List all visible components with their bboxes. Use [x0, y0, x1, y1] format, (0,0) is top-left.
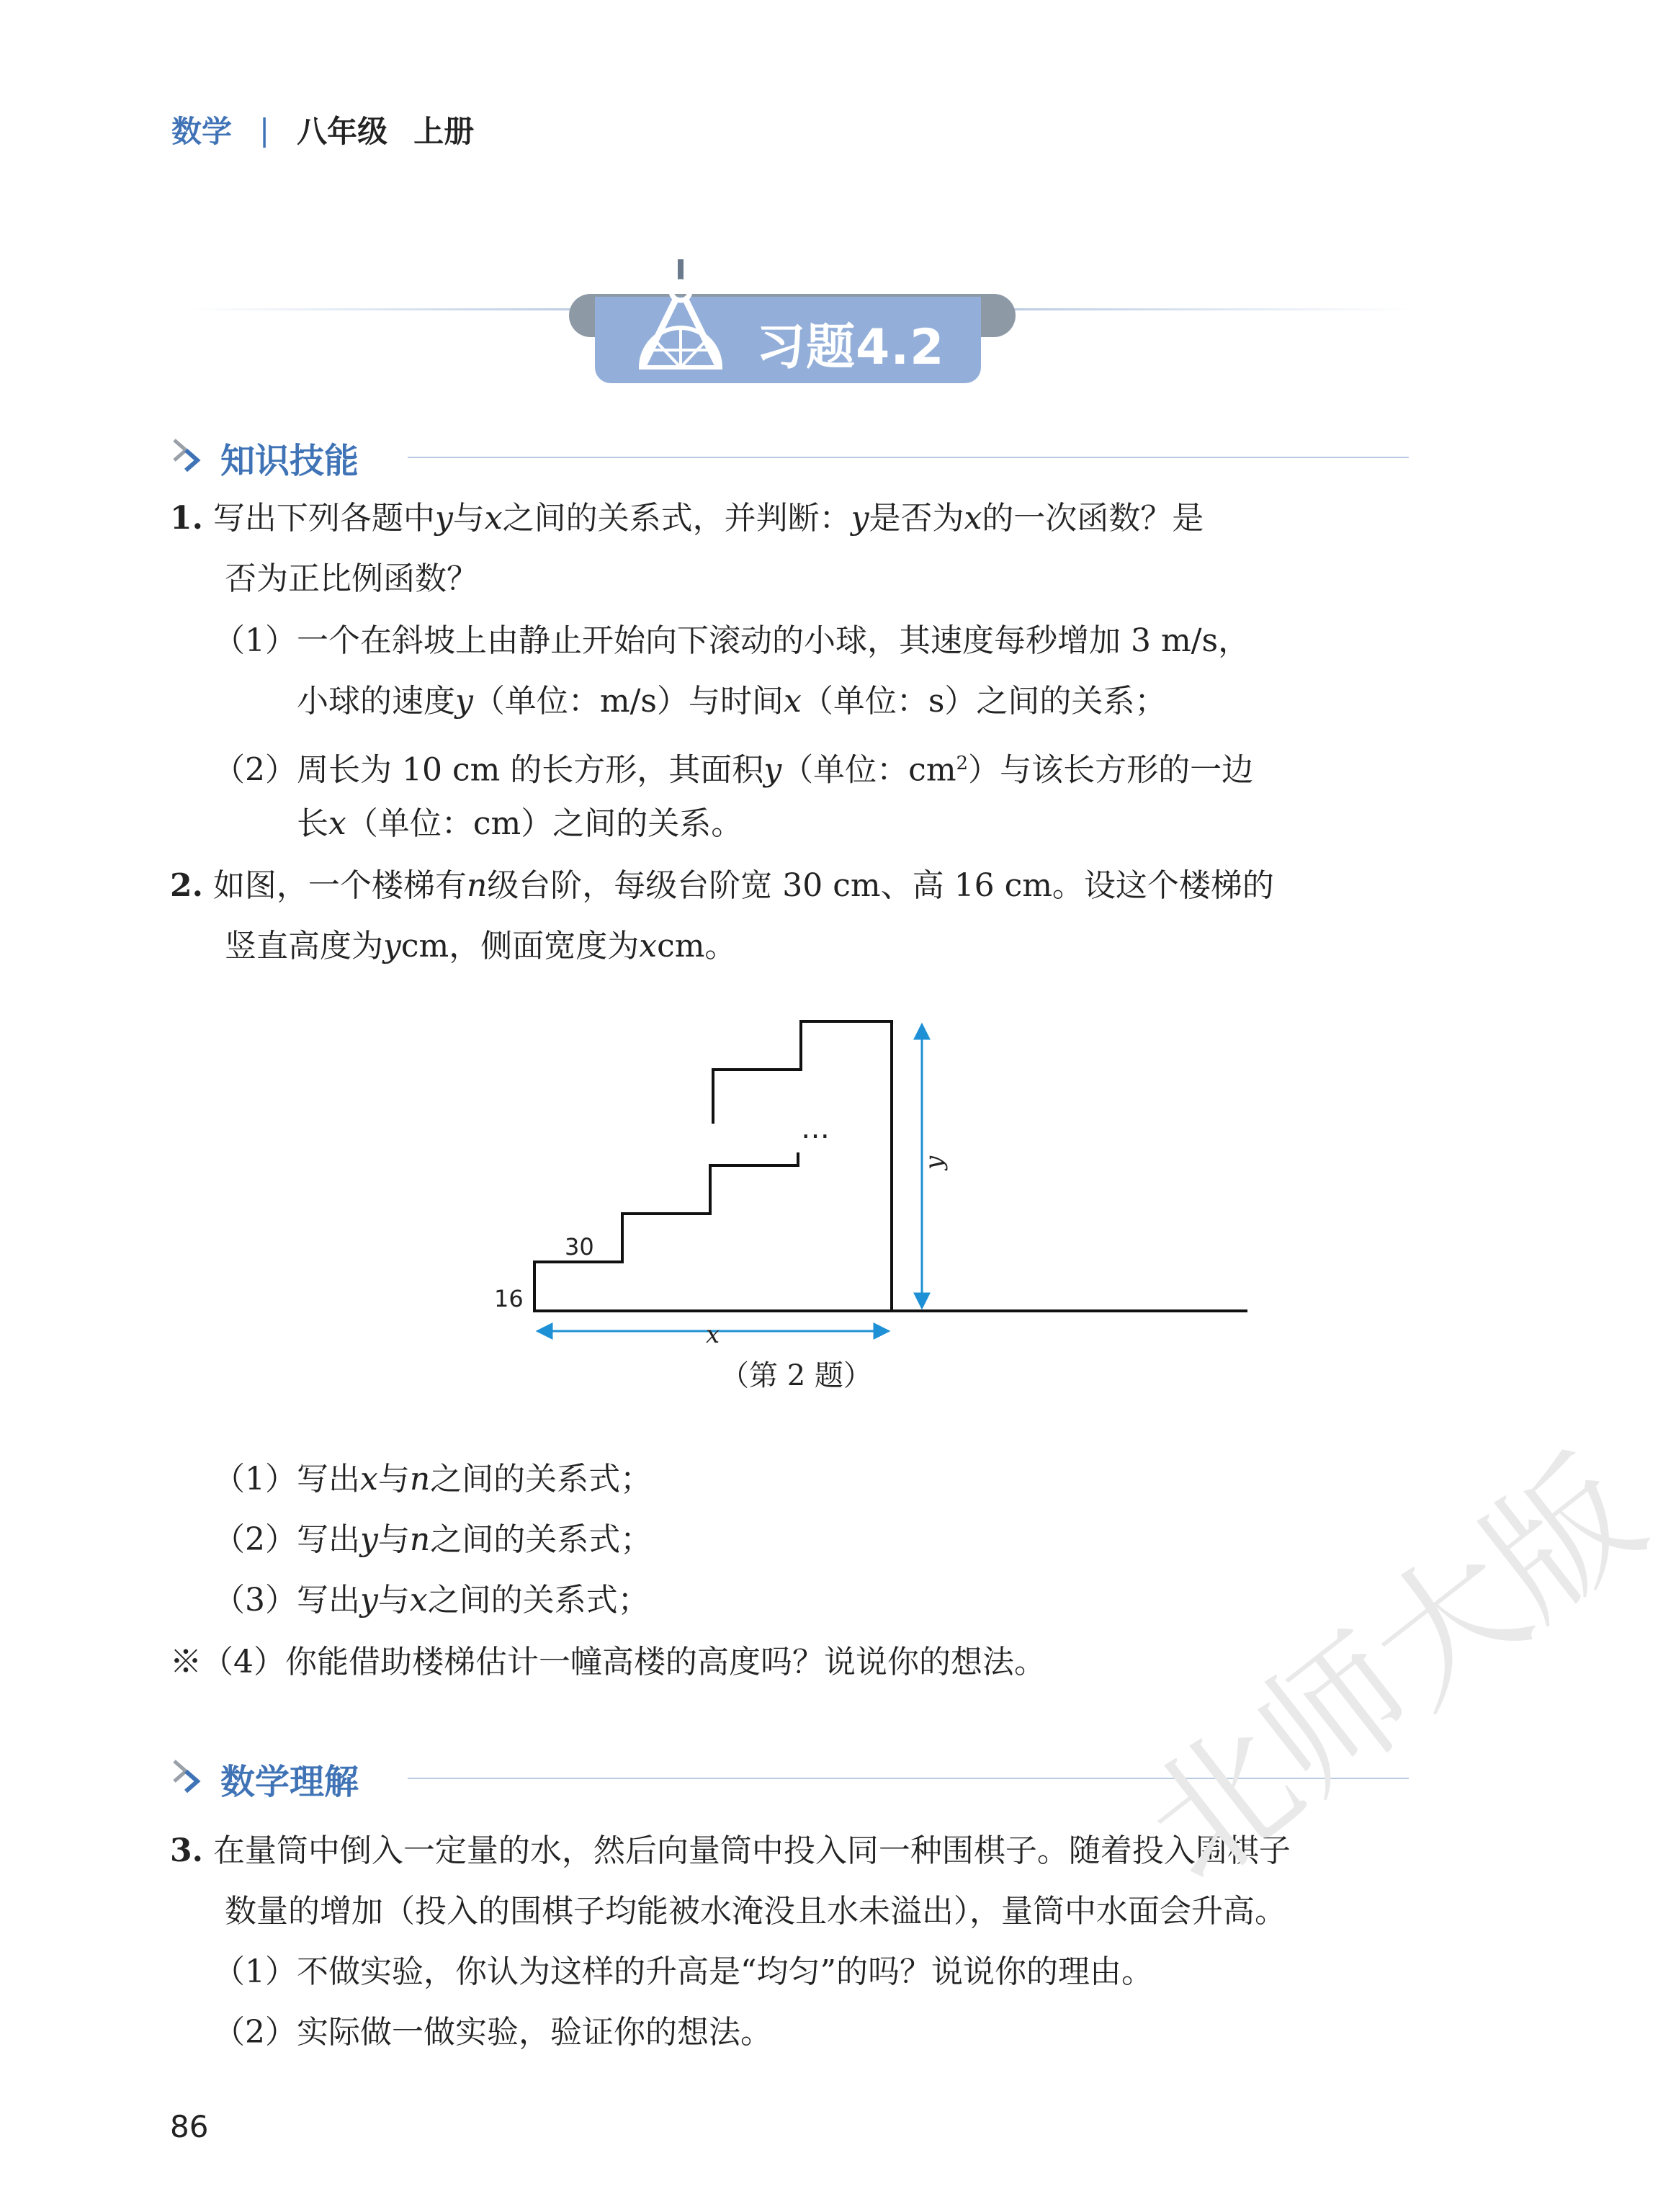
exercise-title: 习题4.2 [756, 319, 945, 376]
q1-part1-line1: （1）一个在斜坡上由静止开始向下滚动的小球，其速度每秒增加 3 m/s， [213, 622, 1250, 659]
header-volume: 上册 [413, 114, 475, 149]
q3-line2: 数量的增加（投入的围棋子均能被水淹没且水未溢出），量筒中水面会升高。 [225, 1893, 1286, 1930]
question-number: 1. [170, 500, 203, 537]
q2-part1: （1）写出x与n之间的关系式； [213, 1461, 653, 1497]
q2-part2: （2）写出y与n之间的关系式； [213, 1521, 653, 1558]
y-label: y [920, 1155, 949, 1170]
q2-line2: 竖直高度为ycm，侧面宽度为xcm。 [225, 928, 737, 964]
q1-part1-line2: 小球的速度y（单位：m/s）与时间x（单位：s）之间的关系； [297, 683, 1167, 720]
step-height-label: 16 [494, 1285, 524, 1312]
q1-line2: 否为正比例函数？ [225, 560, 478, 597]
q2-part3: （3）写出y与x之间的关系式； [213, 1582, 650, 1618]
banner-rule-left [186, 308, 589, 310]
x-label: x [706, 1320, 720, 1349]
chevron-right-icon [170, 1757, 213, 1800]
section-heading-knowledge [170, 432, 359, 483]
section-title-understanding: 数学理解 [220, 1761, 359, 1802]
q2-line1: 2. 如图，一个楼梯有n级台阶，每级台阶宽 30 cm、高 16 cm。设这个楼梯的 [170, 867, 1274, 904]
chevron-right-icon [170, 436, 213, 479]
page-number: 86 [170, 2109, 209, 2144]
compass-protractor-icon [627, 259, 735, 382]
header-subject: 数学 [171, 114, 233, 149]
q3-part1: （1）不做实验，你认为这样的升高是“均匀”的吗？说说你的理由。 [213, 1953, 1153, 1990]
question-number: 3. [170, 1832, 203, 1869]
header-separator: | [259, 112, 270, 148]
header-grade: 八年级 [297, 114, 388, 149]
running-header [171, 108, 474, 151]
ellipsis-label: … [801, 1112, 830, 1145]
q1-line1: 1. 写出下列各题中y与x之间的关系式，并判断：y是否为x的一次函数？是 [170, 500, 1204, 537]
optional-mark: ※ [170, 1644, 202, 1680]
q3-line1: 3. 在量筒中倒入一定量的水，然后向量筒中投入同一种围棋子。随着投入围棋子 [170, 1832, 1291, 1869]
figure-caption: （第 2 题） [720, 1359, 872, 1392]
step-width-label: 30 [565, 1233, 594, 1261]
staircase-figure [475, 1008, 1124, 1354]
q1-part2-line1: （2）周长为 10 cm 的长方形，其面积y（单位：$cm^2$）与该长方形的一边 [213, 751, 1254, 789]
question-number: 2. [170, 867, 203, 904]
publisher-watermark: 北师大版 [1114, 1428, 1672, 1915]
q2-part4: ※（4）你能借助楼梯估计一幢高楼的高度吗？说说你的想法。 [170, 1644, 1046, 1680]
section-heading-understanding [170, 1753, 359, 1804]
banner-rule-right [1001, 308, 1412, 310]
section-divider [408, 457, 1409, 458]
q1-part2-line2: 长x（单位：cm）之间的关系。 [297, 805, 743, 842]
q3-part2: （2）实际做一做实验，验证你的想法。 [213, 2014, 772, 2051]
section-title-knowledge: 知识技能 [220, 440, 359, 481]
